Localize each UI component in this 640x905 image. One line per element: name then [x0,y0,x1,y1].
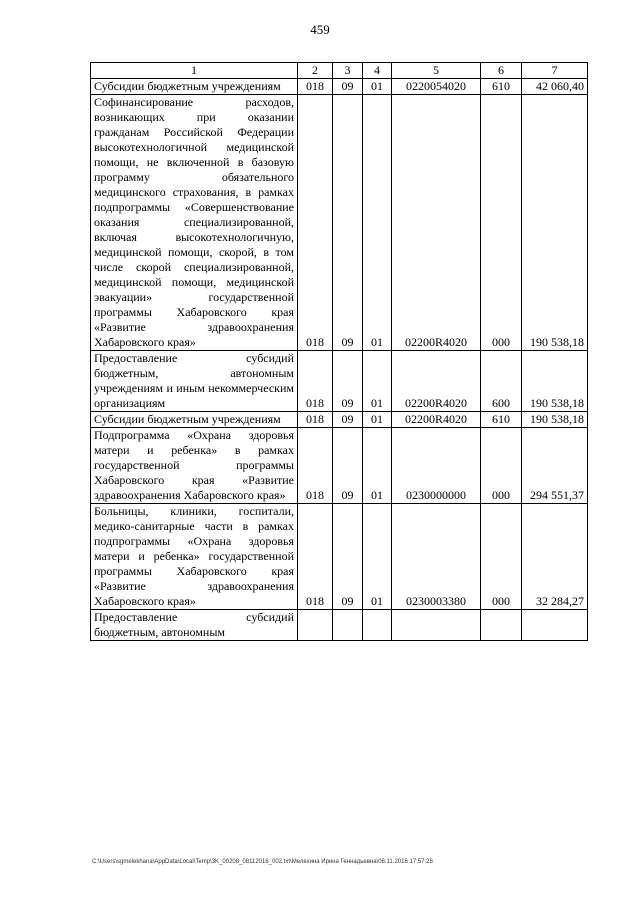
subsection-code: 01 [363,504,392,610]
section-code [333,610,363,641]
header-cell: 1 [91,63,298,79]
ministry-code: 018 [298,79,333,95]
subsection-code [363,610,392,641]
header-row [91,63,588,79]
table-row [91,504,588,610]
amount: 190 538,18 [522,351,588,412]
row-description: Софинансирование расходов, возникающих при оказании гражданам Российской Федерации высокотехнологичной медицинской помощи, не включенной в базовую программу обязательного медицинского страхования, в рамках подпрограммы «Совершенствование оказания специализированной, включая высокотехнологичную, медицинской помощи, скорой, в том числе скорой специализированной, медицинской помощи, медицинской эвакуации» государственной программы Хабаровского края «Развитие здравоохранения Хабаровского края» [91,95,298,351]
section-code: 09 [333,428,363,504]
expense-type-code: 610 [481,412,522,428]
header-cell: 6 [481,63,522,79]
header-cell: 5 [392,63,481,79]
ministry-code: 018 [298,351,333,412]
expense-type-code: 000 [481,504,522,610]
ministry-code [298,610,333,641]
file-path-footer: C:\Users\sgmelekhana\AppData\Local\Temp\3K_00208_08112016_002.txt\Мелехина Ирина Геннадьевна\08.11.2016 17:57:28 [92,859,433,865]
expense-type-code [481,610,522,641]
amount: 190 538,18 [522,412,588,428]
header-cell: 2 [298,63,333,79]
table-row [91,351,588,412]
amount: 42 060,40 [522,79,588,95]
subsection-code: 01 [363,412,392,428]
table-row [91,428,588,504]
expense-type-code: 000 [481,428,522,504]
target-article-code: 02200R4020 [392,351,481,412]
ministry-code: 018 [298,504,333,610]
target-article-code: 02200R4020 [392,412,481,428]
row-description: Предоставление субсидий бюджетным, автономным [91,610,298,641]
row-description: Подпрограмма «Охрана здоровья матери и ребенка» в рамках государственной программы Хабаровского края «Развитие здравоохранения Хабаровского края» [91,428,298,504]
header-cell: 7 [522,63,588,79]
table-row [91,412,588,428]
ministry-code: 018 [298,95,333,351]
table-row [91,95,588,351]
target-article-code: 0230003380 [392,504,481,610]
amount: 32 284,27 [522,504,588,610]
amount: 190 538,18 [522,95,588,351]
target-article-code: 0220054020 [392,79,481,95]
row-description: Больницы, клиники, госпитали, медико-санитарные части в рамках подпрограммы «Охрана здоровья матери и ребенка» государственной программы Хабаровского края «Развитие здравоохранения Хабаровского края» [91,504,298,610]
section-code: 09 [333,504,363,610]
subsection-code: 01 [363,428,392,504]
table-row [91,79,588,95]
target-article-code: 0230000000 [392,428,481,504]
ministry-code: 018 [298,412,333,428]
page-number: 459 [310,22,330,37]
header-cell: 3 [333,63,363,79]
subsection-code: 01 [363,351,392,412]
subsection-code: 01 [363,79,392,95]
target-article-code [392,610,481,641]
row-description: Предоставление субсидий бюджетным, автономным учреждениям и иным некоммерческим организациям [91,351,298,412]
amount: 294 551,37 [522,428,588,504]
expense-type-code: 610 [481,79,522,95]
section-code: 09 [333,412,363,428]
section-code: 09 [333,95,363,351]
table-row [91,610,588,641]
amount [522,610,588,641]
section-code: 09 [333,351,363,412]
subsection-code: 01 [363,95,392,351]
expense-type-code: 000 [481,95,522,351]
target-article-code: 02200R4020 [392,95,481,351]
row-description: Субсидии бюджетным учреждениям [91,412,298,428]
section-code: 09 [333,79,363,95]
row-description: Субсидии бюджетным учреждениям [91,79,298,95]
expense-type-code: 600 [481,351,522,412]
budget-table [90,62,588,641]
header-cell: 4 [363,63,392,79]
ministry-code: 018 [298,428,333,504]
